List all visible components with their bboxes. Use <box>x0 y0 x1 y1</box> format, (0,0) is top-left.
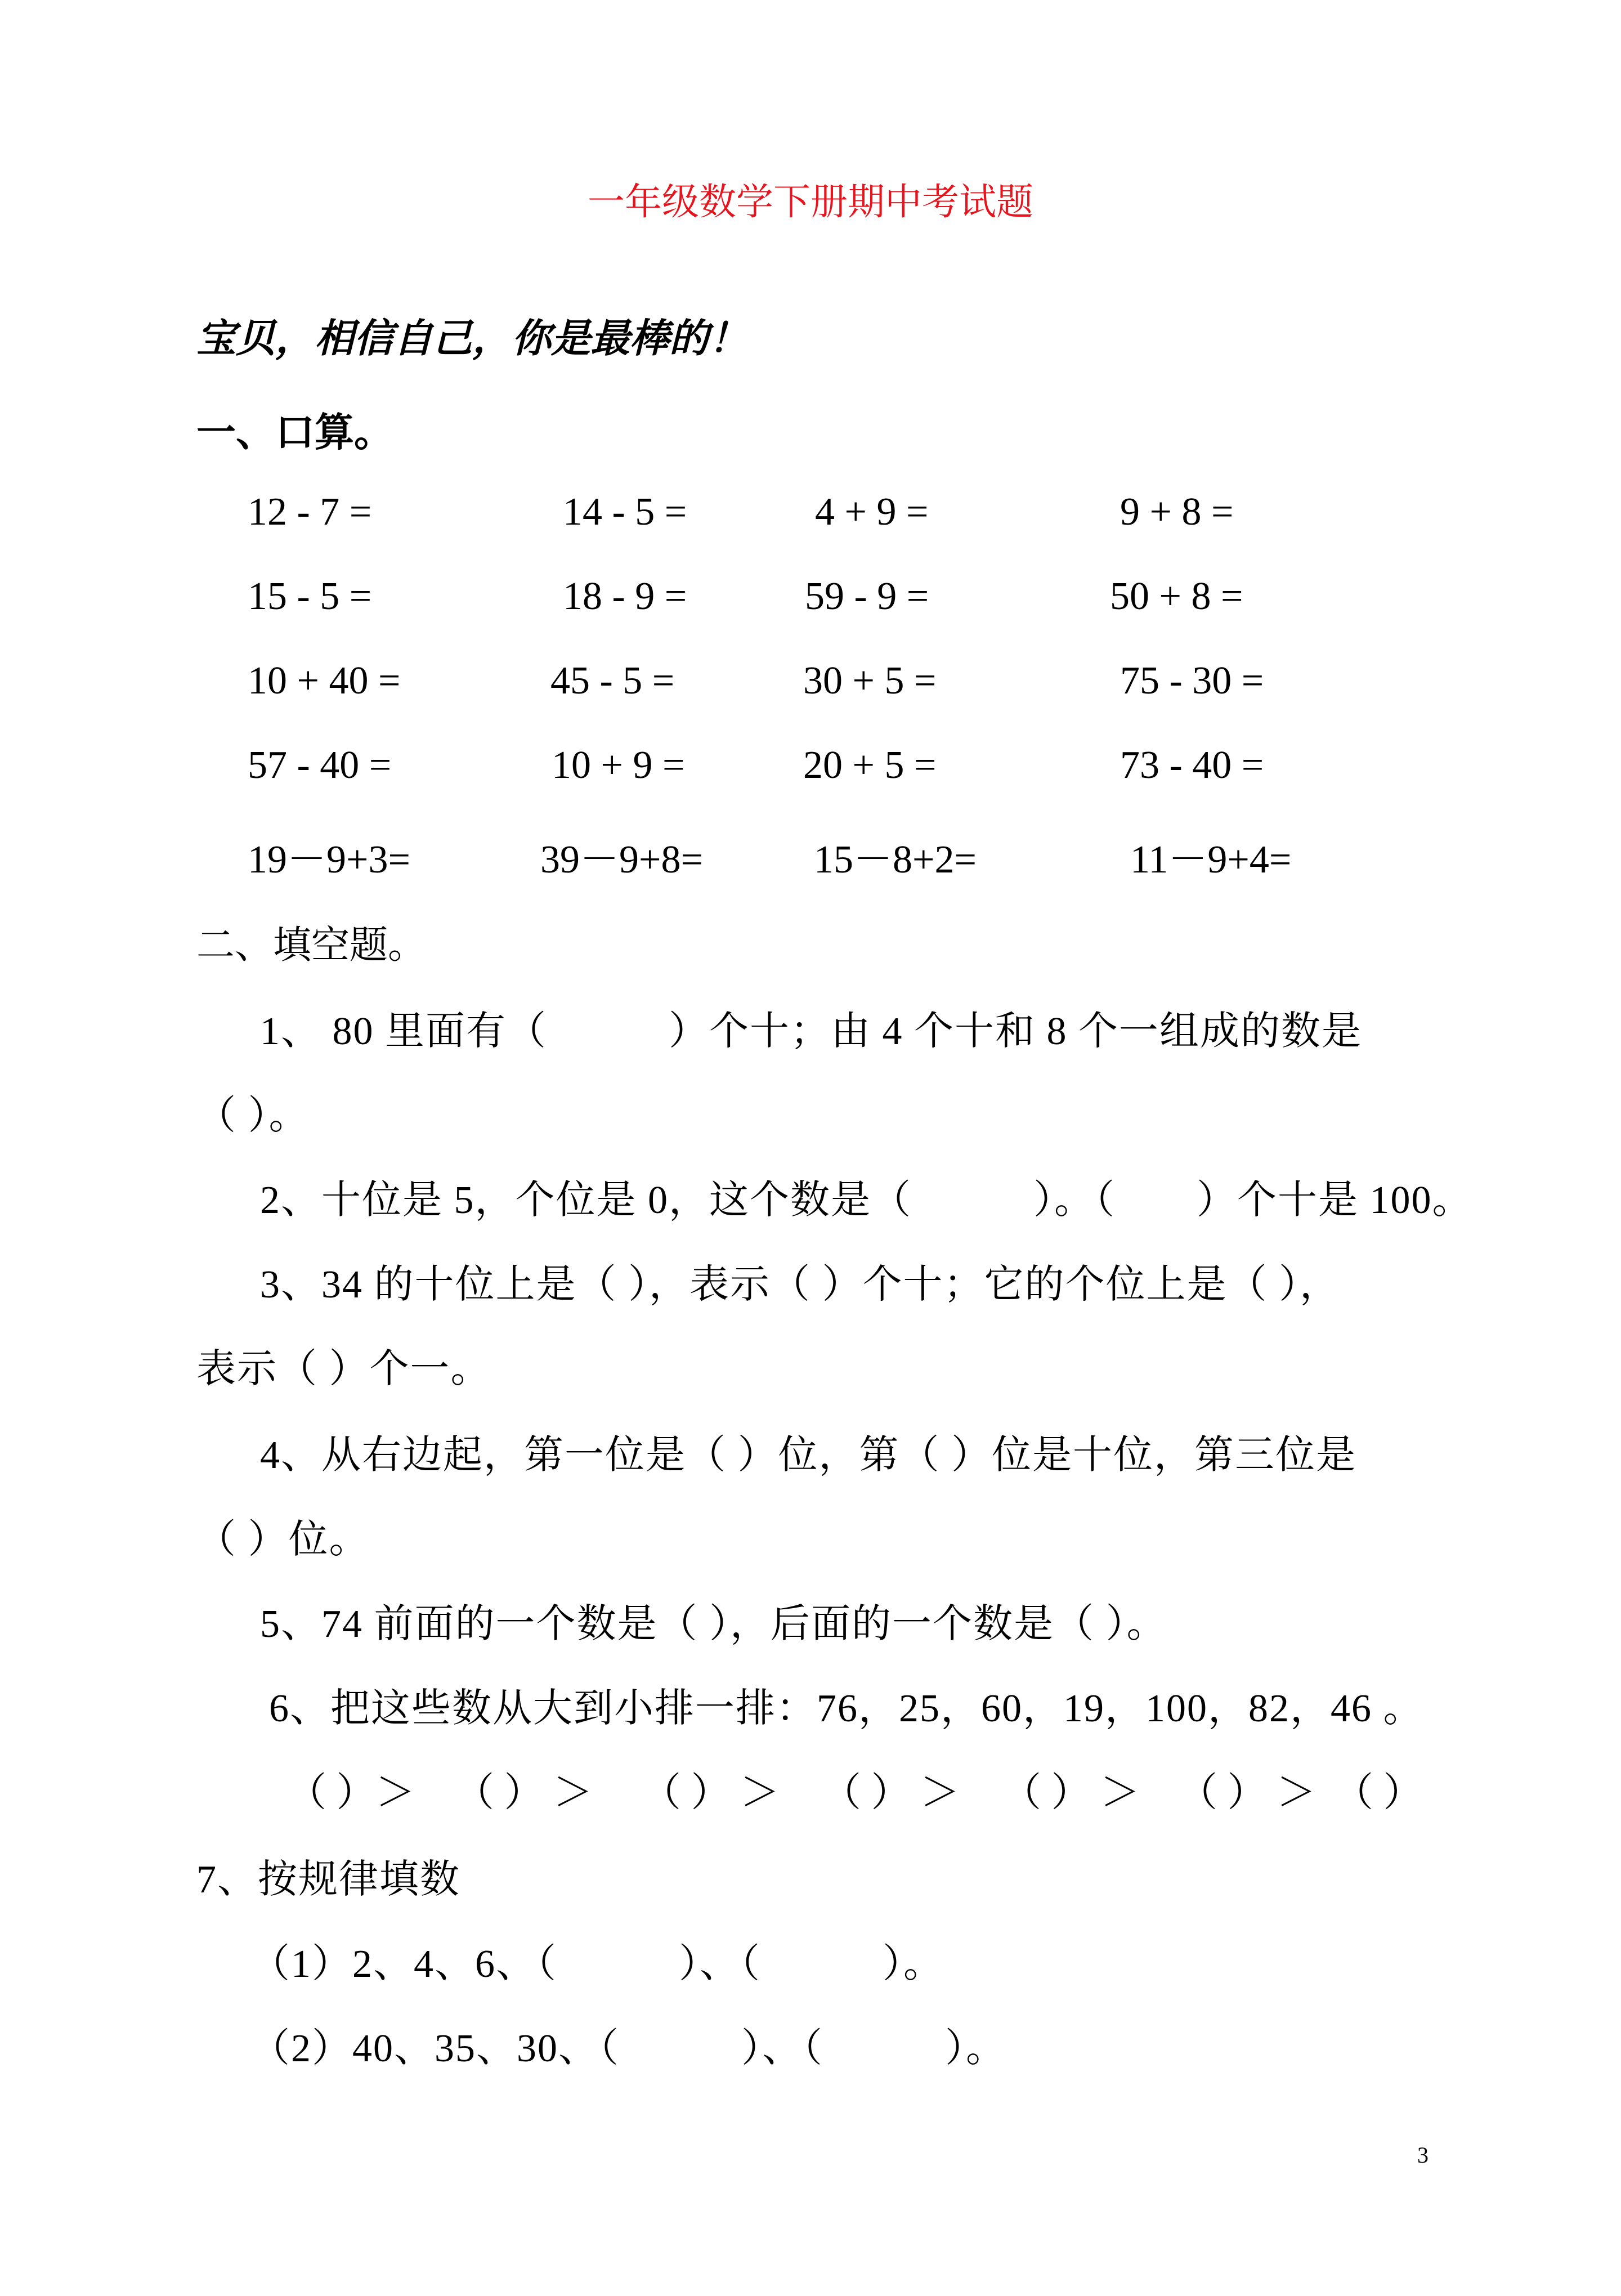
question-7-heading: 7、按规律填数 <box>196 1858 460 1901</box>
arithmetic-item: 75 - 30 = <box>1120 659 1264 702</box>
question-2: 2、十位是 5，个位是 0，这个数是（ ）。（ ）个十是 100。 <box>260 1179 1473 1222</box>
ordering-blank: （ ） ＞ <box>455 1771 593 1815</box>
ordering-blank: （ ）＞ <box>287 1771 415 1815</box>
question-1-line-1: 1、 80 里面有（ ）个十；由 4 个十和 8 个一组成的数是 <box>260 1010 1362 1053</box>
page-number: 3 <box>1417 2142 1429 2168</box>
question-4-line-2: （ ）位。 <box>196 1518 370 1561</box>
arithmetic-item: 39－9+8= <box>540 838 703 881</box>
arithmetic-item: 73 - 40 = <box>1120 744 1264 787</box>
question-5: 5、74 前面的一个数是（ ），后面的一个数是（ ）。 <box>260 1603 1167 1646</box>
arithmetic-item: 30 + 5 = <box>803 659 937 702</box>
arithmetic-item: 59 - 9 = <box>805 575 929 618</box>
ordering-blank: （ ） ＞ <box>1178 1771 1316 1815</box>
ordering-blanks-row <box>0 1761 1621 1815</box>
question-3-line-2: 表示（ ）个一。 <box>196 1348 491 1391</box>
arithmetic-item: 10 + 9 = <box>552 744 685 787</box>
question-7-part-2: （2）40、35、30、（ ）、（ ）。 <box>250 2027 1006 2070</box>
page-title: 一年级数学下册期中考试题 <box>588 182 1033 223</box>
ordering-blank: （ ） ＞ <box>822 1771 960 1815</box>
question-6: 6、把这些数从大到小排一排：76，25，60，19，100，82，46 。 <box>269 1687 1424 1730</box>
arithmetic-item: 18 - 9 = <box>563 575 687 618</box>
arithmetic-item: 9 + 8 = <box>1120 490 1234 534</box>
question-1-line-2: （ ）。 <box>196 1094 310 1138</box>
question-7-part-1: （1）2、4、6、（ ）、（ ）。 <box>250 1943 944 1986</box>
arithmetic-item: 50 + 8 = <box>1110 575 1243 618</box>
question-4-line-1: 4、从右边起，第一位是（ ）位，第（ ）位是十位，第三位是 <box>260 1434 1356 1477</box>
encouragement-line: 宝贝，相信自己，你是最棒的！ <box>196 317 748 361</box>
section-one-heading: 一、口算。 <box>196 411 393 455</box>
question-3-line-1: 3、34 的十位上是（ ），表示（ ）个十；它的个位上是（ ）， <box>260 1263 1340 1306</box>
arithmetic-item: 15 - 5 = <box>248 575 372 618</box>
ordering-blank: （ ） ＞ <box>1002 1771 1140 1815</box>
arithmetic-item: 14 - 5 = <box>563 490 687 534</box>
ordering-blank: （ ） <box>1334 1771 1423 1815</box>
arithmetic-item: 10 + 40 = <box>248 659 401 702</box>
arithmetic-item: 4 + 9 = <box>815 490 929 534</box>
arithmetic-item: 19－9+3= <box>248 838 410 881</box>
section-two-heading: 二、填空题。 <box>196 924 427 966</box>
arithmetic-item: 57 - 40 = <box>248 744 392 787</box>
arithmetic-item: 15－8+2= <box>814 838 977 881</box>
arithmetic-item: 11－9+4= <box>1130 838 1292 881</box>
arithmetic-item: 20 + 5 = <box>803 744 937 787</box>
arithmetic-item: 12 - 7 = <box>248 490 372 534</box>
ordering-blank: （ ） ＞ <box>642 1771 780 1815</box>
arithmetic-item: 45 - 5 = <box>550 659 675 702</box>
